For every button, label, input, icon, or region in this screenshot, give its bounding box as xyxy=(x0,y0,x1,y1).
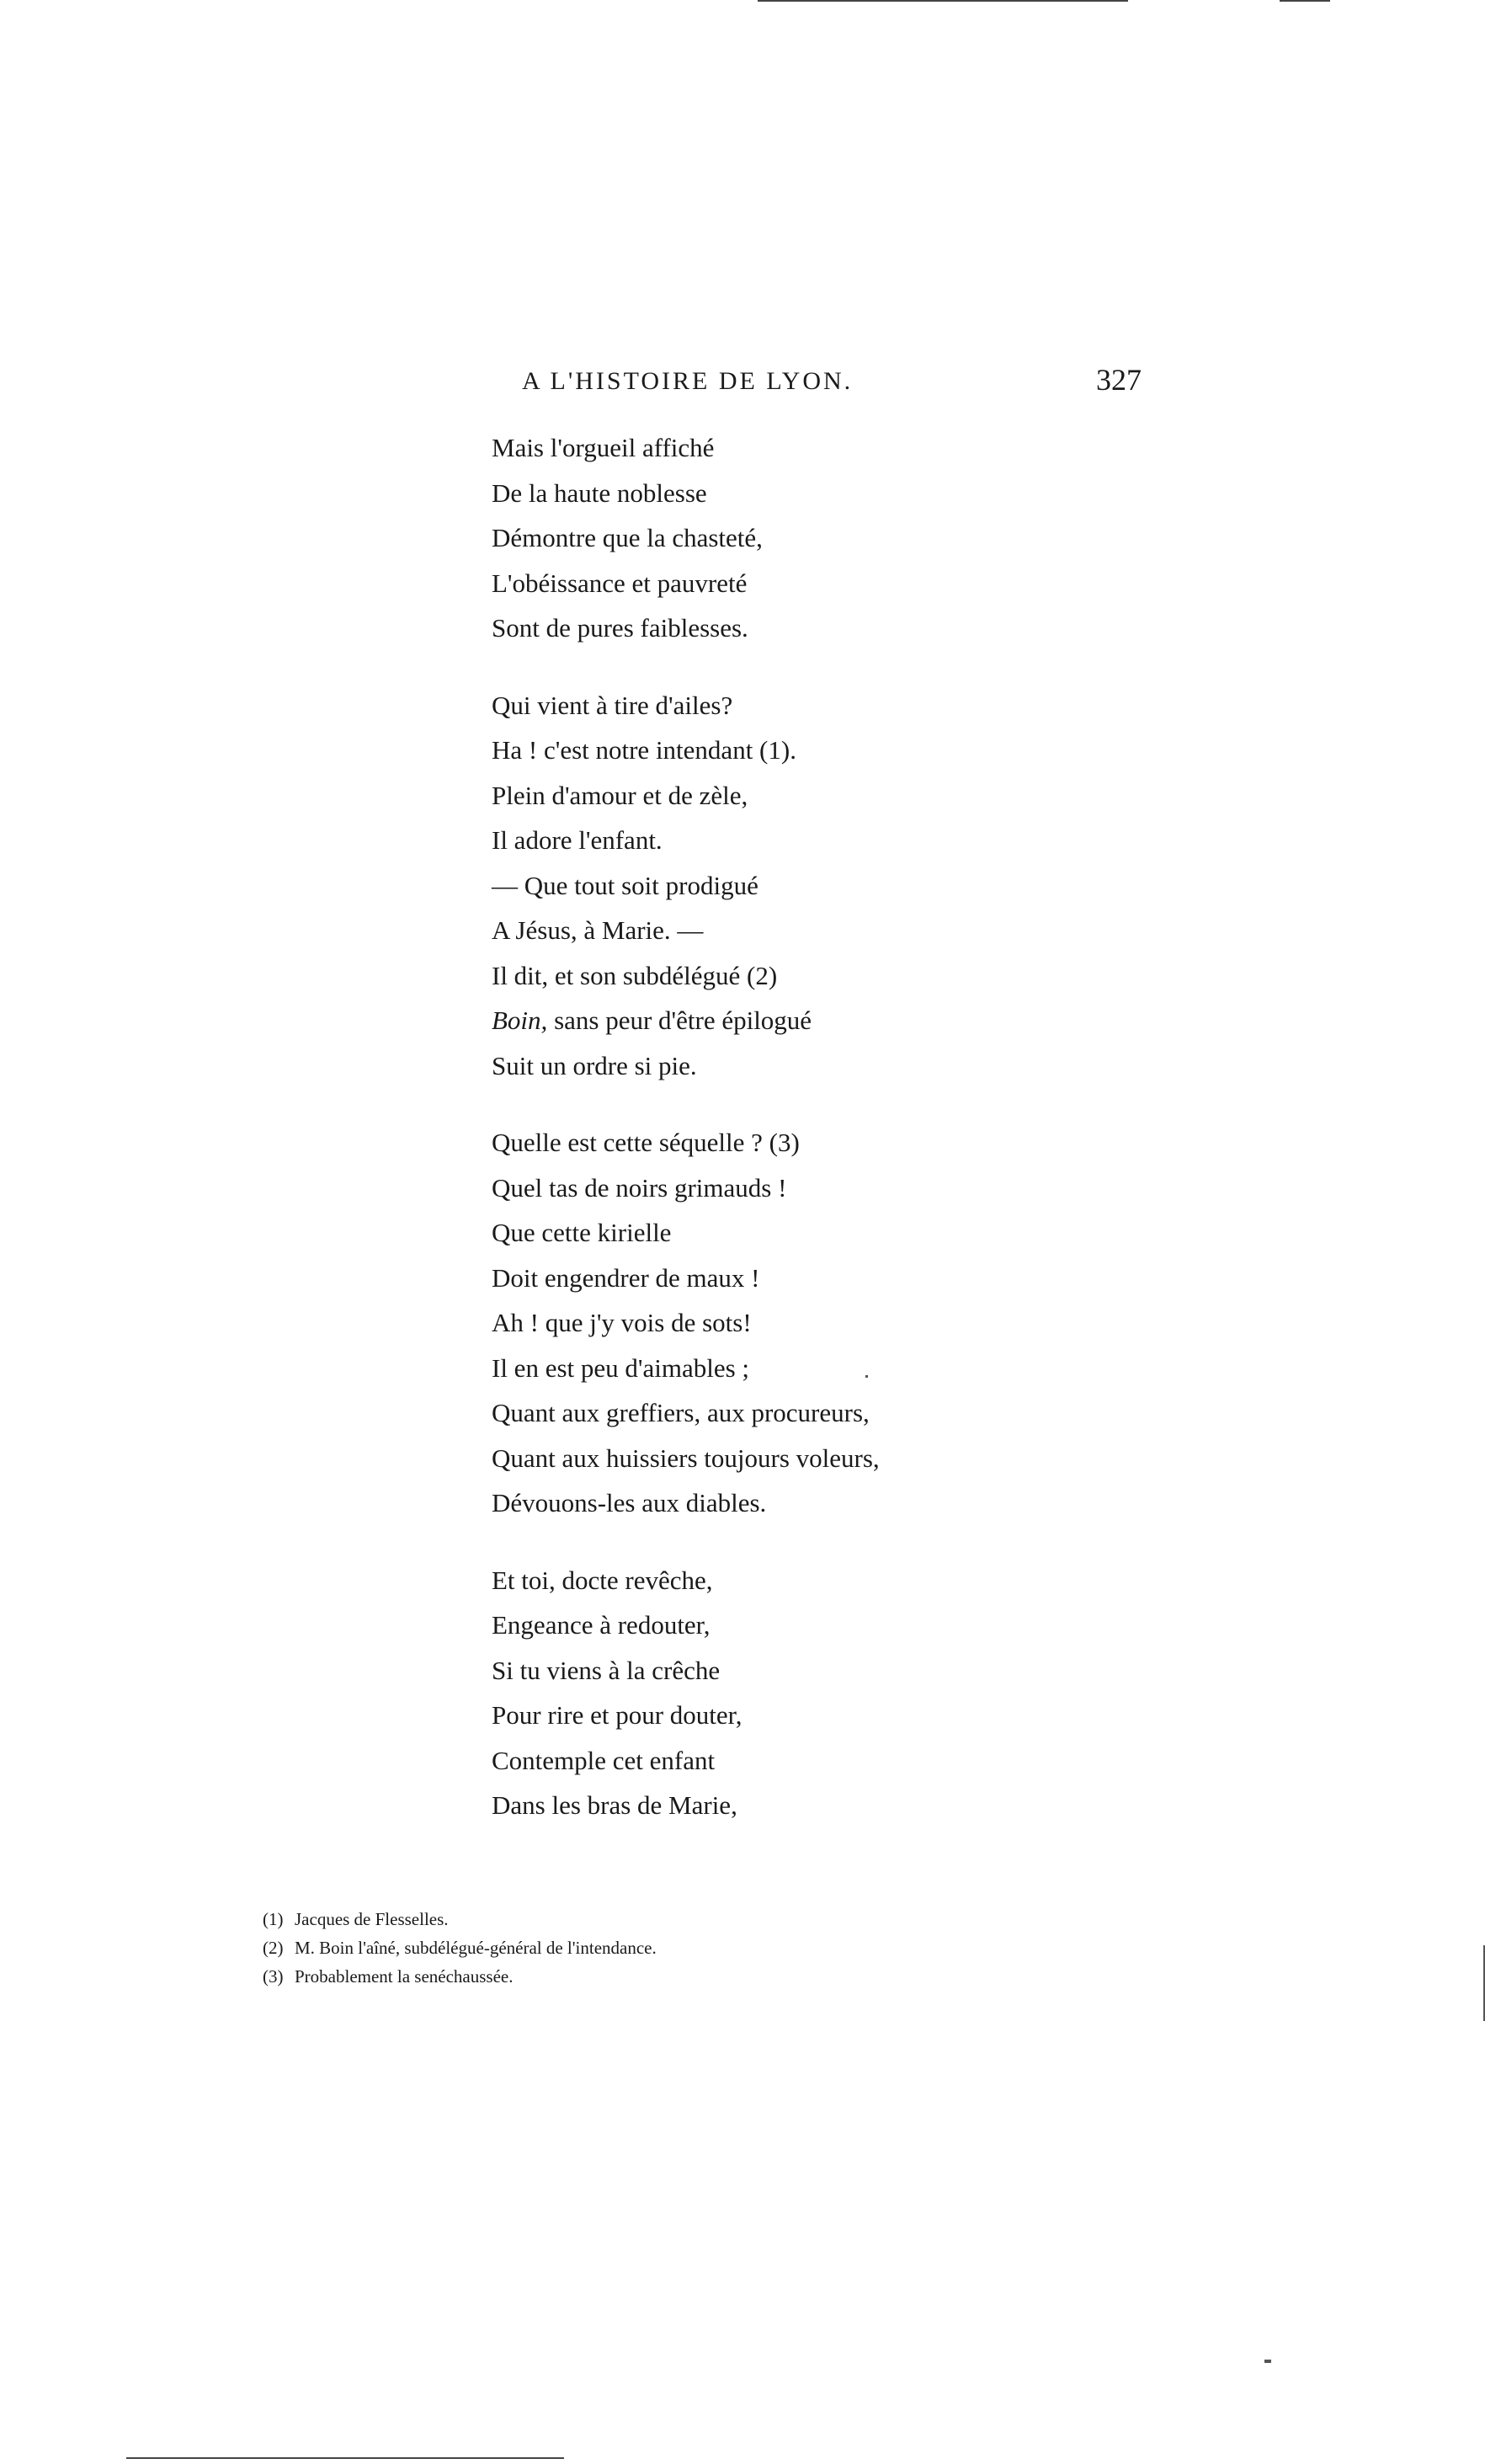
verse-line: Quelle est cette séquelle ? (3) xyxy=(492,1128,800,1157)
stanza xyxy=(492,683,1081,1089)
footnote xyxy=(263,1933,1189,1962)
scan-speck xyxy=(1264,2360,1271,2363)
verse-line: — Que tout soit prodigué xyxy=(492,870,758,900)
top-edge-rule-right xyxy=(1280,0,1330,2)
running-title: A L'HISTOIRE DE LYON. xyxy=(522,367,854,395)
verse-line: Il en est peu d'aimables ; xyxy=(492,1352,750,1383)
verse-line: Que cette kirielle xyxy=(492,1218,672,1247)
verse-line: Doit engendrer de maux ! xyxy=(492,1262,760,1293)
footnote-mark: (3) xyxy=(263,1966,284,1987)
footnote-mark: (2) xyxy=(263,1938,284,1958)
stanza xyxy=(492,1120,1081,1526)
verse-line: L'obéissance et pauvreté xyxy=(492,568,748,598)
verse-line: Ah ! que j'y vois de sots! xyxy=(492,1308,752,1337)
verse-line: Quant aux greffiers, aux procureurs, xyxy=(492,1398,870,1427)
verse-line: Boin, sans peur d'être épilogué xyxy=(492,1005,812,1035)
verse-line: Contemple cet enfant xyxy=(492,1745,716,1775)
verse-line: Sont de pures faiblesses. xyxy=(492,613,748,643)
stanza xyxy=(492,1558,1081,1828)
italic-name: Boin, xyxy=(492,1005,548,1035)
verse-line: Pour rire et pour douter, xyxy=(492,1700,742,1730)
footnote-text: Probablement la senéchaussée. xyxy=(295,1966,514,1987)
bottom-edge-rule xyxy=(126,2457,564,2459)
verse-line: Démontre que la chasteté, xyxy=(492,523,763,552)
footnote xyxy=(263,1962,1189,1991)
verse-line: Qui vient à tire d'ailes? xyxy=(492,690,733,720)
poem-body xyxy=(492,425,1081,1860)
verse-line: Dévouons-les aux diables. xyxy=(492,1488,767,1517)
footnotes xyxy=(263,1905,1189,1991)
top-edge-rule xyxy=(758,0,1128,2)
verse-line: De la haute noblesse xyxy=(492,477,707,508)
verse-line: Quant aux huissiers toujours voleurs, xyxy=(492,1443,880,1473)
verse-line: Quel tas de noirs grimauds ! xyxy=(492,1172,787,1203)
verse-line: Suit un ordre si pie. xyxy=(492,1050,697,1080)
footnote xyxy=(263,1905,1189,1933)
verse-line: Il adore l'enfant. xyxy=(492,825,663,855)
footnote-text: M. Boin l'aîné, subdélégué-général de l'intendance. xyxy=(295,1938,657,1958)
verse-line: Ha ! c'est notre intendant (1). xyxy=(492,735,796,765)
footnote-text: Jacques de Flesselles. xyxy=(295,1909,449,1929)
verse-line: Il dit, et son subdélégué (2) xyxy=(492,960,778,990)
stanza xyxy=(492,425,1081,651)
verse-line: Dans les bras de Marie, xyxy=(492,1790,737,1820)
footnote-mark: (1) xyxy=(263,1909,284,1929)
verse-line: A Jésus, à Marie. — xyxy=(492,915,704,945)
verse-line: Mais l'orgueil affiché xyxy=(492,433,715,462)
page-number: 327 xyxy=(1096,363,1142,397)
verse-line: Et toi, docte revêche, xyxy=(492,1565,713,1595)
verse-line: Engeance à redouter, xyxy=(492,1610,711,1640)
verse-line: Plein d'amour et de zèle, xyxy=(492,780,748,810)
verse-line: Si tu viens à la crêche xyxy=(492,1655,721,1685)
